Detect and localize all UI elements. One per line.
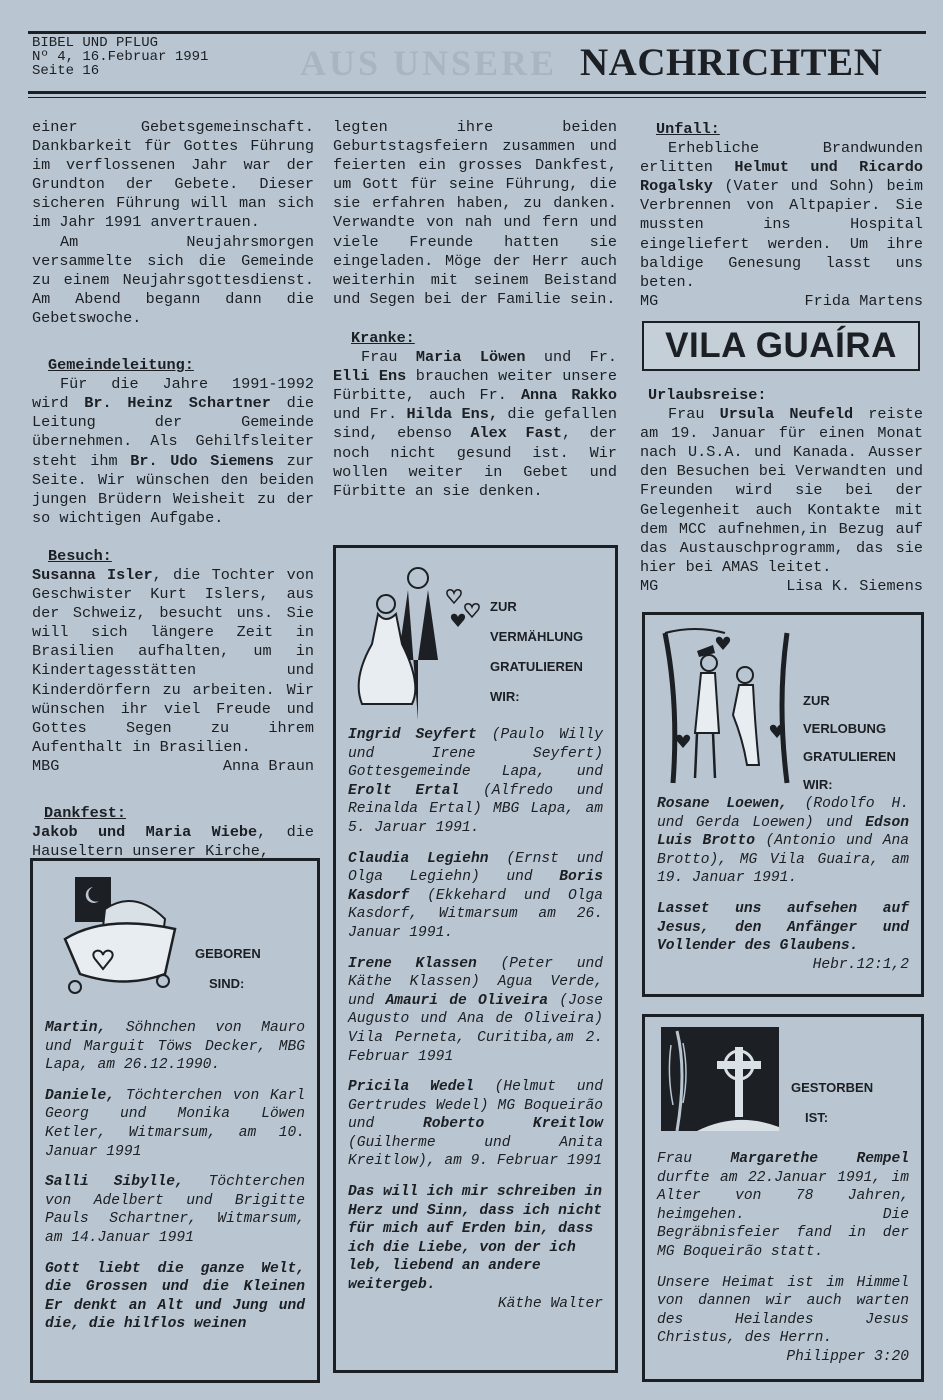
person-name: Amauri de Oliveira [385, 992, 549, 1009]
obituary-entry [657, 1150, 909, 1262]
text: (Jose Augusto und Ana de Oliveira) Vila Perneta, Curitiba,am 2. Februar 1991 [348, 992, 604, 1065]
signature-author: Anna Braun [222, 756, 314, 775]
top-rule [28, 31, 926, 34]
text: Für die Jahre 1991-1992 wird [32, 375, 314, 413]
article-besuch [32, 566, 314, 757]
person-name: Br. Heinz Schartner [84, 394, 271, 413]
person-name: Br. Udo Siemens [130, 451, 274, 470]
title-line: GRATULIEREN [490, 659, 583, 674]
text: und Fr. [525, 348, 617, 367]
title-line: SIND: [209, 976, 245, 991]
heading-urlaubsreise: Urlaubsreise: [648, 386, 767, 404]
heading-dankfest: Dankfest: [44, 804, 127, 822]
vila-guaira-banner: VILA GUAÍRA [642, 321, 920, 371]
wedding-entry [348, 1078, 603, 1171]
person-name: Erolt Ertal [348, 782, 460, 799]
title-line: WIR: [803, 777, 833, 792]
article-unfall [640, 139, 923, 292]
text: die gefallen sind, ebenso [333, 405, 618, 443]
box-title [195, 939, 261, 999]
vermaehlung-box [333, 545, 618, 1373]
heading-gemeindeleitung: Gemeindeleitung: [48, 356, 194, 375]
heading-besuch: Besuch: [48, 546, 112, 565]
text: Frau [668, 405, 720, 424]
child-name: Martin, [45, 1020, 107, 1036]
wedding-entry [348, 955, 603, 1067]
column-1 [32, 118, 314, 861]
person-name: Margarethe Rempel [730, 1151, 909, 1167]
person-name: Jakob und Maria Wiebe [32, 823, 258, 842]
signature-org: MG [640, 576, 659, 595]
text: (Paulo Willy und Irene Seyfert) Gottesgemeinde Lapa, und [348, 727, 604, 781]
poem: Das will ich mir schreiben in Herz und Sinn, dass ich nicht für mich auf Erden bin, dass ich die Liebe, von der ich leb, liebend an andere weitergeb. [348, 1184, 602, 1294]
person-name: Roberto Kreitlow [422, 1116, 603, 1133]
person-name: Pricila Wedel [348, 1079, 474, 1096]
text: (Ekkehard und Olga Kasdorf, Witmarsum am 26. Januar 1991. [348, 887, 603, 941]
text: (Helmut und Gertrudes Wedel) MG Boqueirão und [348, 1079, 603, 1133]
text: reiste am 19. Januar für einen Monat nach U.S.A. und Kanada. Ausser den Besuchen bei Verwandten und Freunden wird sie bei der Gelegenheit auch Kontakte mit dem MCC aufnehmen,in Bezug auf das Austauschprogramm, das sie hier bei AMAS leitet. [640, 405, 923, 576]
text: Frau [361, 348, 416, 367]
text: (Rodolfo H. und Gerda Loewen) und [657, 796, 910, 831]
text: (Peter und Käthe Klassen) Agua Verde, und [348, 955, 603, 1009]
section-title: NACHRICHTEN [580, 41, 883, 84]
text: , die Tochter von Geschwister Kurt Islers, aus der Schweiz, besucht uns. Sie will sich längere Zeit in Brasilien aufhalten, um in Kindertagesstätten und Kinderdörfern zu arbeiten. Wir wünschen ihr viel Freude und Gottes Segen zu ihrem Aufenthalt in Brasilien. [32, 565, 314, 756]
wedding-couple-icon [348, 556, 488, 726]
title-line: ZUR [490, 599, 517, 614]
gestorben-box [642, 1014, 924, 1382]
child-name: Salli Sibylle, [45, 1174, 184, 1191]
cross-icon [657, 1025, 787, 1137]
text: und Fr. [333, 405, 407, 424]
title-line: VERMÄHLUNG [490, 629, 584, 644]
signature [640, 577, 923, 596]
person-name: Ursula Neufeld [719, 405, 854, 424]
signature-org: MBG [32, 756, 60, 775]
person-name: Edson Luis Brotto [657, 814, 909, 850]
text: Töchterchen von Karl Georg und Monika Löwen Ketler, Witmarsum, am 10. Januar 1991 [45, 1087, 305, 1160]
text: (Ernst und Olga Legiehn) und [348, 850, 603, 886]
wedding-illustration [348, 556, 603, 726]
person-name: Ingrid Seyfert [348, 727, 477, 743]
column-3 [640, 120, 923, 311]
title-line: GEBOREN [195, 946, 261, 961]
article-urlaubsreise [640, 405, 923, 577]
title-line: VERLOBUNG [803, 721, 887, 736]
person-name: Irene Klassen [348, 955, 477, 972]
verse-reference: Philipper 3:20 [786, 1348, 909, 1365]
text: (Guilherme und Anita Kreitlow), am 9. Februar 1991 [348, 1134, 603, 1170]
wedding-entry [348, 850, 603, 943]
person-name: Claudia Legiehn [348, 850, 489, 867]
article-dankfest [32, 823, 314, 861]
text: durfte am 22.Januar 1991, im Alter von 78 Jahren, heimgehen. Die Begräbnisfeier fand in der MG Boqueirão statt. [657, 1169, 909, 1260]
title-line: WIR: [490, 689, 520, 704]
person-name: Susanna Isler [32, 565, 153, 584]
person-name: Boris Kasdorf [348, 869, 603, 904]
text: Söhnchen von Mauro und Marguit Töws Decker, MBG Lapa, am 26.12.1990. [45, 1020, 305, 1074]
person-name: Rosane Loewen, [657, 796, 788, 812]
person-name: Hilda Ens, [406, 405, 498, 424]
masthead-rule-thin [28, 97, 926, 98]
title-line: GESTORBEN [791, 1080, 874, 1095]
column-3-lower [640, 386, 923, 596]
signature-org: MG [640, 291, 659, 310]
verse-reference: Hebr.12:1,2 [812, 956, 909, 973]
text: die Leitung der Gemeinde übernehmen. Als Gehilfsleiter steht ihm [32, 394, 314, 470]
verse: Unsere Heimat ist im Himmel von dannen wir auch warten des Heilandes Jesus Christus, des Herrn. [657, 1274, 909, 1347]
ghost-heading: AUS UNSERE [300, 43, 558, 83]
masthead-rule [28, 91, 926, 94]
person-name: Anna Rakko [520, 386, 617, 405]
text: zur Seite. Wir wünschen den beiden jungen Brüdern Weisheit zu der so wichtigen Aufgabe. [32, 451, 314, 527]
title-line: ZUR [803, 693, 830, 708]
column-2 [333, 118, 617, 501]
masthead-info [32, 36, 208, 78]
article-text: Am Neujahrsmorgen versammelte sich die Gemeinde zu einem Neujahrsgottesdienst. Am Abend begann dann die Gebetswoche. [32, 232, 314, 327]
signature [640, 292, 923, 311]
engagement-illustration [657, 623, 909, 795]
person-name: Elli Ens [333, 367, 407, 386]
text: Frau [657, 1151, 731, 1167]
publication-name: BIBEL UND PFLUG [32, 35, 159, 51]
signature-author: Lisa K. Siemens [786, 576, 923, 595]
text: (Antonio und Ana Brotto), MG Vila Guaira, am 19. Januar 1991. [657, 833, 909, 887]
article-kranke [333, 348, 617, 501]
cradle-illustration [45, 869, 305, 1019]
verse: Lasset uns aufsehen auf Jesus, den Anfänger und Vollender des Glaubens. [657, 900, 909, 955]
wedding-entry [348, 726, 603, 838]
box-title [803, 687, 896, 799]
engagement-entry [657, 795, 909, 888]
text: , die Hauseltern unserer Kirche, [32, 823, 314, 861]
signature [32, 757, 314, 776]
person-name: Alex Fast [470, 424, 562, 443]
title-line: IST: [805, 1110, 829, 1125]
birth-entry [45, 1087, 305, 1161]
title-line: GRATULIEREN [803, 749, 896, 764]
page-number: Seite 16 [32, 63, 100, 79]
issue-date: Nº 4, 16.Februar 1991 [32, 49, 209, 65]
article-text: einer Gebetsgemeinschaft. Dankbarkeit für Gottes Führung im verflossenen Jahr war der Grundton der Gebete. Dieser sicheren Führung will man sich im Jahr 1991 anvertrauen. [32, 118, 314, 232]
birth-entry [45, 1173, 305, 1247]
heading-unfall: Unfall: [656, 120, 720, 138]
text: brauchen weiter unsere Fürbitte, auch Fr. [333, 367, 617, 405]
text: Töchterchen von Adelbert und Brigitte Pauls Schartner, Witmarsum, am 14.Januar 1991 [45, 1174, 306, 1246]
child-name: Daniele, [45, 1087, 116, 1104]
memorial-illustration [657, 1025, 909, 1150]
text: (Alfredo und Reinalda Ertal) MBG Lapa, am 5. Jaruar 1991. [348, 782, 603, 836]
verse: Gott liebt die ganze Welt, die Grossen und die Kleinen Er denkt an Alt und Jung und die, die hilflos weinen [45, 1260, 305, 1333]
text: , der noch nicht gesund ist. Wir wollen weiter in Gebet und Fürbitte an sie denken. [333, 424, 617, 500]
box-title [490, 592, 583, 712]
article-gemeindeleitung [32, 375, 314, 528]
birth-entry [45, 1019, 305, 1075]
person-name: Helmut und Ricardo Rogalsky [640, 158, 923, 196]
text: (Vater und Sohn) beim Verbrennen von Altpapier. Sie mussten ins Hospital eingeliefert werden. Um ihre baldige Genesung lasst uns beten. [640, 177, 923, 291]
box-title [791, 1073, 873, 1133]
heading-kranke: Kranke: [351, 328, 415, 347]
signature-author: Frida Martens [804, 291, 923, 310]
geboren-box [30, 858, 320, 1383]
article-dankfest-cont: legten ihre beiden Geburtstagsfeiern zusammen und feierten ein grosses Dankfest, um Gott für seine Führung, die sie erfahren haben, zu danken. Verwandte von nah und fern und viele Freunde hatten sie eingeladen. Möge der Herr auch weiterhin mit seinem Beistand und Segen bei der Familie sein. [333, 118, 617, 308]
poem-author: Käthe Walter [497, 1295, 603, 1312]
text: Erhebliche Brandwunden erlitten [640, 139, 923, 177]
engaged-couple-icon [657, 623, 797, 788]
verlobung-box [642, 612, 924, 997]
person-name: Maria Löwen [415, 348, 526, 367]
cradle-icon [45, 869, 195, 1009]
